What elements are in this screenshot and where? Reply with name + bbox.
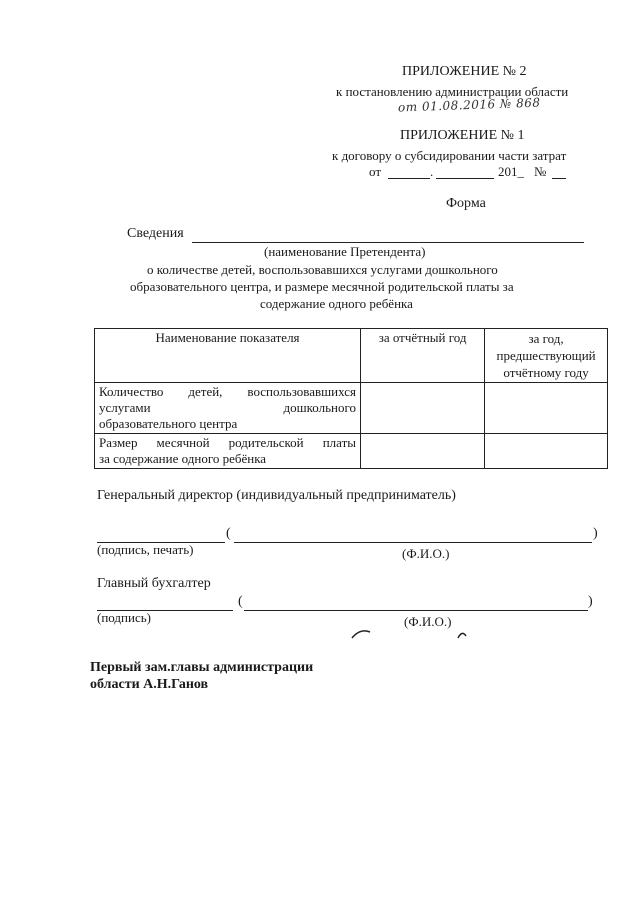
table-header-reporting-year: за отчётный год (361, 329, 485, 383)
contract-day-blank (388, 178, 430, 179)
table-header-previous-year: за год, предшествующий отчётному году (485, 329, 608, 383)
form-label: Форма (446, 196, 486, 211)
contract-month-blank (436, 178, 494, 179)
contract-date-prefix: от (369, 164, 382, 179)
director-name-caption: (Ф.И.О.) (402, 546, 450, 561)
table-cell-reporting-year[interactable] (361, 434, 485, 469)
table-row (95, 434, 608, 469)
accountant-title: Главный бухгалтер (97, 576, 211, 591)
footer-signatory-line-2: области А.Н.Ганов (90, 677, 209, 692)
table-cell-previous-year[interactable] (485, 383, 608, 434)
svedeniya-label: Сведения (127, 226, 184, 241)
indicators-table (94, 328, 608, 469)
table-row-label: Размер месячной родительской платы за содержание одного ребёнка (95, 434, 361, 469)
claimant-caption: (наименование Претендента) (264, 244, 426, 259)
contract-number-blank (552, 178, 566, 179)
intro-line-1: о количестве детей, воспользовавшихся услугами дошкольного (147, 262, 498, 277)
footer-signatory-line-1: Первый зам.главы администрации (90, 660, 314, 675)
director-name-line[interactable] (234, 542, 592, 543)
intro-line-3: содержание одного ребёнка (260, 296, 413, 311)
appendix-1-title: ПРИЛОЖЕНИЕ № 1 (400, 128, 525, 143)
table-row (95, 383, 608, 434)
table-header-indicator: Наименование показателя (95, 329, 361, 383)
handwritten-decree-date: от 01.08.2016 № 868 (397, 95, 541, 115)
appendix-2-subtitle: к постановлению администрации области (336, 84, 569, 99)
claimant-name-blank (192, 242, 584, 243)
table-row-label: Количество детей, воспользовавшихся услугами дошкольного образовательного центра (95, 383, 361, 434)
appendix-1-subtitle: к договору о субсидировании части затрат (332, 148, 567, 163)
accountant-signature-caption: (подпись) (97, 610, 151, 625)
table-header-row (95, 329, 608, 383)
intro-line-2: образовательного центра, и размере месячной родительской платы за (130, 279, 514, 294)
pen-mark-icon (350, 624, 480, 644)
appendix-2-title: ПРИЛОЖЕНИЕ № 2 (402, 64, 527, 79)
contract-number-sign: № (534, 164, 547, 179)
director-signature-caption: (подпись, печать) (97, 542, 194, 557)
accountant-name-caption: (Ф.И.О.) (404, 614, 452, 629)
table-cell-reporting-year[interactable] (361, 383, 485, 434)
table-cell-previous-year[interactable] (485, 434, 608, 469)
director-title: Генеральный директор (индивидуальный предприниматель) (97, 488, 456, 503)
accountant-name-line[interactable] (244, 610, 588, 611)
contract-year: 201_ (498, 164, 524, 179)
